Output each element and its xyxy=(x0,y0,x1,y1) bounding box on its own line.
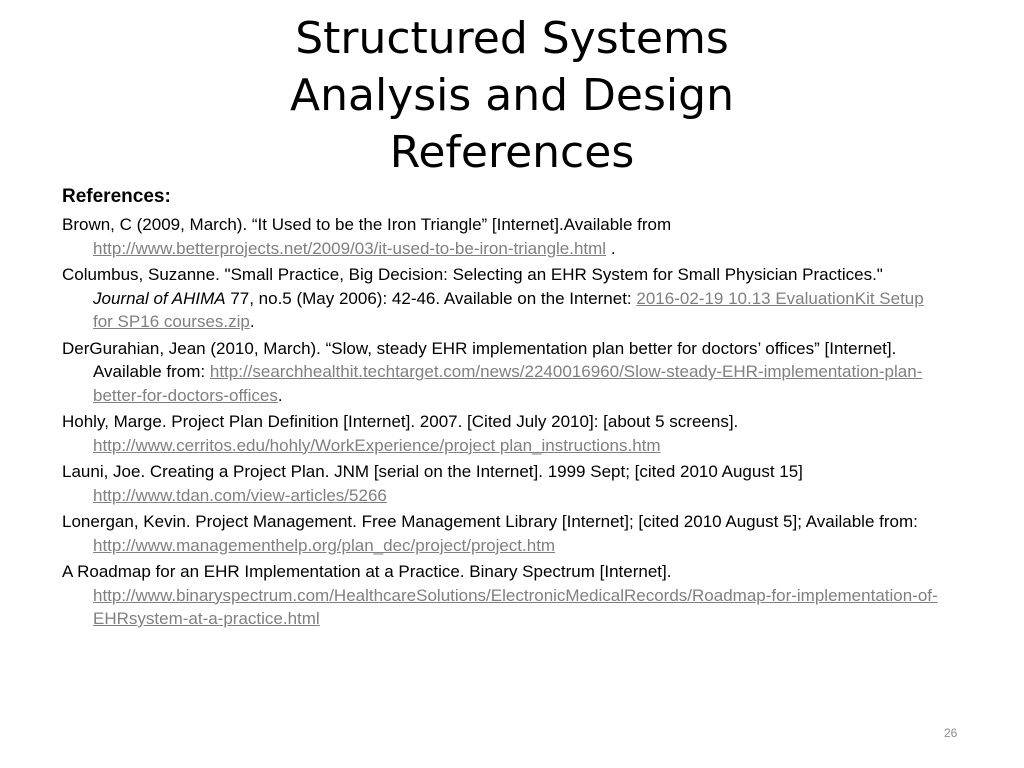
reference-hohly xyxy=(62,410,942,457)
reference-launi xyxy=(62,460,942,507)
reference-text: Columbus, Suzanne. "Small Practice, Big Decision: Selecting an EHR System for Small Physician Practices." xyxy=(62,265,883,284)
reference-link[interactable]: http://www.tdan.com/view-articles/5266 xyxy=(93,485,387,505)
reference-text: Launi, Joe. Creating a Project Plan. JNM [serial on the Internet]. 1999 Sept; [cited 2010 August 15] xyxy=(62,462,803,481)
title-line-3: References xyxy=(389,127,635,178)
slide-title xyxy=(150,10,874,181)
reference-link[interactable]: http://www.binaryspectrum.com/HealthcareSolutions/ElectronicMedicalRecords/Roadmap-for-implementation-of-EHRsystem-at-a-practice.html xyxy=(93,585,938,628)
reference-text-2: 77, no.5 (May 2006): 42-46. Available on the Internet: xyxy=(225,288,637,308)
reference-brown xyxy=(62,213,942,260)
reference-text: DerGurahian, Jean (2010, March). “Slow, steady EHR implementation plan better for doctors’ offices” [Internet]. Available from: xyxy=(62,338,897,381)
reference-suffix: . xyxy=(277,385,283,405)
references-content xyxy=(62,185,942,634)
reference-dergurahian xyxy=(62,337,942,408)
reference-lonergan xyxy=(62,510,942,557)
reference-text: Lonergan, Kevin. Project Management. Free Management Library [Internet]; [cited 2010 August 5]; Available from: xyxy=(62,512,918,531)
reference-journal-title: Journal of AHIMA xyxy=(93,288,226,308)
reference-link[interactable]: http://www.managementhelp.org/plan_dec/project/project.htm xyxy=(93,535,556,555)
reference-text: A Roadmap for an EHR Implementation at a Practice. Binary Spectrum [Internet]. xyxy=(62,562,672,581)
reference-link[interactable]: http://www.cerritos.edu/hohly/WorkExperience/project plan_instructions.htm xyxy=(93,435,661,455)
reference-link[interactable]: http://searchhealthit.techtarget.com/news/2240016960/Slow-steady-EHR-implementation-plan-better-for-doctors-offices xyxy=(93,362,923,405)
reference-text: Brown, C (2009, March). “It Used to be the Iron Triangle” [Internet].Available from xyxy=(62,215,672,234)
reference-link[interactable]: http://www.betterprojects.net/2009/03/it-used-to-be-iron-triangle.html xyxy=(93,238,607,258)
reference-link[interactable]: 2016-02-19 10.13 EvaluationKit Setup for SP16 courses.zip xyxy=(93,288,924,331)
reference-suffix: . xyxy=(606,238,616,258)
title-line-2: Analysis and Design xyxy=(290,70,734,121)
references-heading: References: xyxy=(62,186,171,207)
reference-roadmap xyxy=(62,560,942,631)
title-line-1: Structured Systems xyxy=(295,13,729,64)
reference-suffix: . xyxy=(249,312,255,331)
reference-text: Hohly, Marge. Project Plan Definition [Internet]. 2007. [Cited July 2010]: [about 5 screens]. xyxy=(62,412,739,431)
page-number: 26 xyxy=(944,726,958,740)
reference-columbus xyxy=(62,263,942,334)
